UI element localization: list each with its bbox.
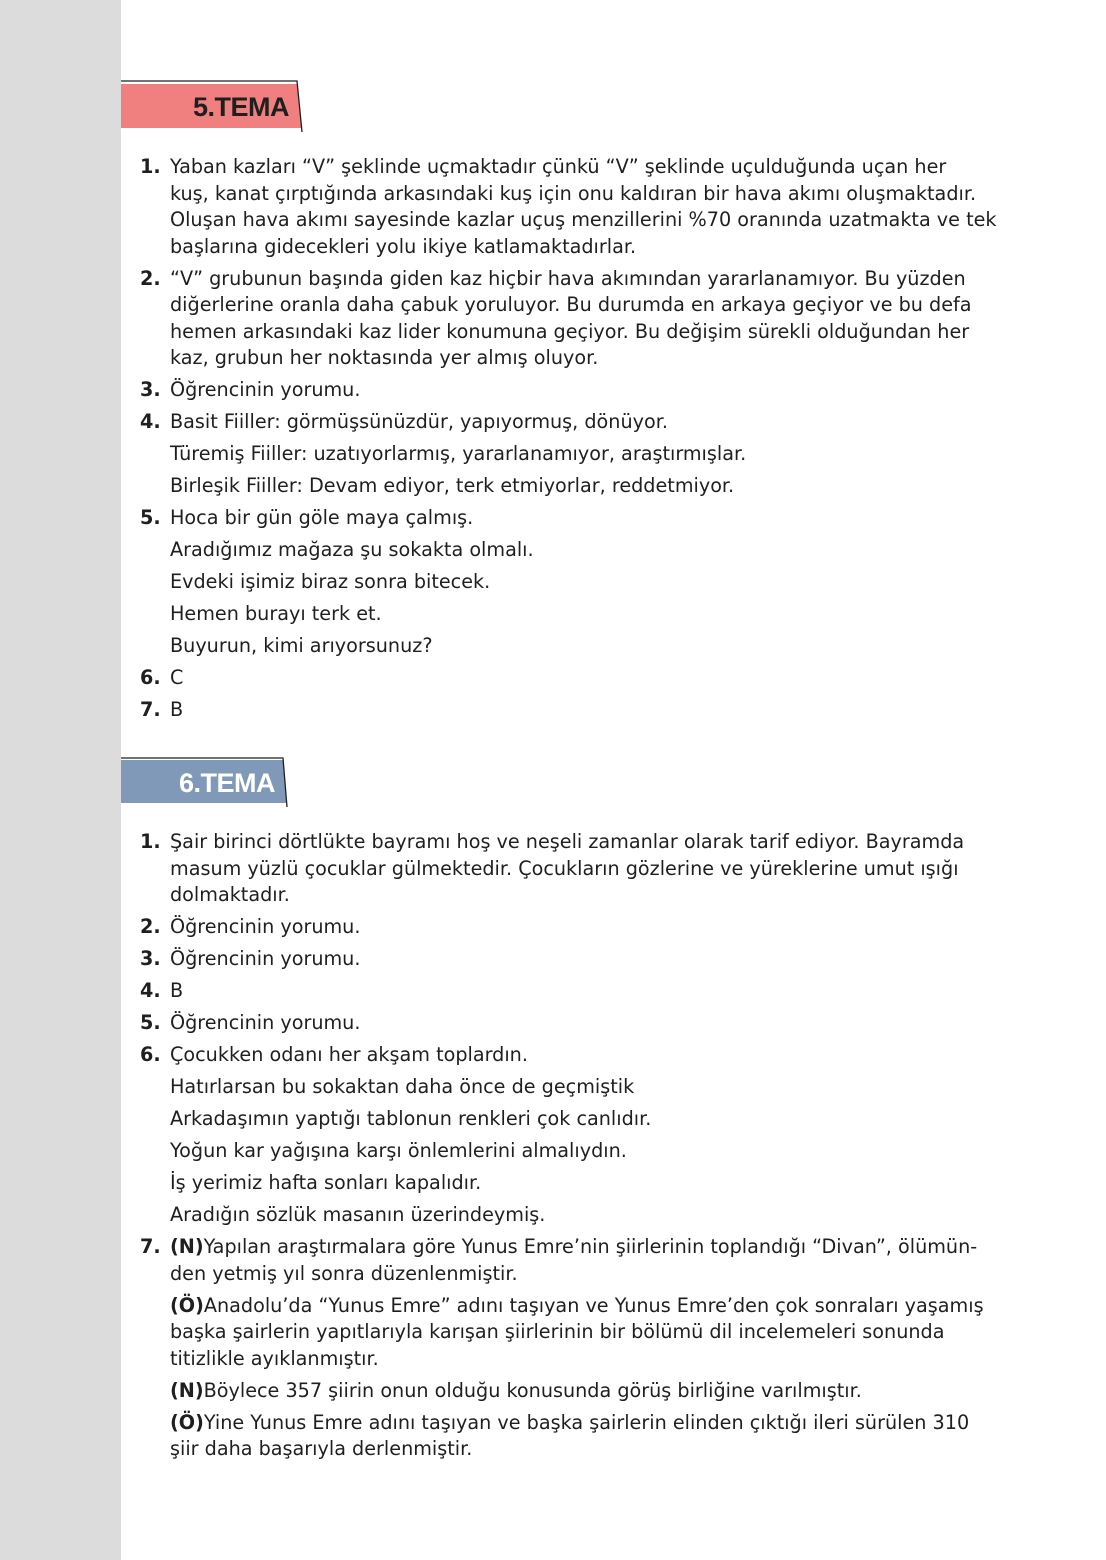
answer-body [170,409,1040,500]
answer-text: Aradığın sözlük masanın üzerindeymiş. [170,1203,546,1226]
answer-text: başlarına gidecekleri yolu ikiye katlamaktadırlar. [170,234,637,258]
answer-text-line [170,829,1040,856]
answer-sub-line [170,441,1040,468]
answer-text: Buyurun, kimi arıyorsunuz? [170,634,433,657]
answer-text-line [170,207,1040,234]
answer-body [170,665,1040,692]
answer-text: şiir daha başarıyla derlenmiştir. [170,1437,473,1460]
answer-text-line [170,181,1040,208]
answer-text: Şair birinci dörtlükte bayramı hoş ve neşeli zamanlar olarak tarif ediyor. Bayramda [170,830,965,853]
answer-text: Öğrencinin yorumu. [170,378,361,401]
answer-text: kuş, kanat çırptığında arkasındaki kuş için onu kaldıran bir hava akımı oluşmaktadır. [170,181,977,205]
answer-item [140,946,1040,973]
answer-body [170,978,1040,1005]
answer-item [140,1010,1040,1037]
answer-text: başka şairlerin yapıtlarıyla karışan şiirlerinin bir bölümü dil incelemeleri sonunda [170,1320,945,1343]
answer-item [140,829,1040,909]
answer-text-line [170,1261,1040,1288]
answer-text-line [170,569,1040,596]
answer-item [140,505,1040,660]
answer-text: den yetmiş yıl sonra düzenlenmiştir. [170,1261,518,1285]
answer-tag: (N) [170,1235,204,1258]
answer-body [170,154,1040,260]
answer-text-line [170,1378,1040,1405]
answer-item [140,1234,1040,1463]
tema6-answer-list [140,829,1040,1468]
answer-item [140,978,1040,1005]
answer-number: 5. [140,1011,161,1034]
answer-tag: (N) [170,1378,204,1402]
answer-sub-paragraph [170,1410,1040,1463]
answer-text: Öğrencinin yorumu. [170,947,361,970]
answer-text-line [170,914,1040,941]
answer-text: Yaban kazları “V” şeklinde uçmaktadır çünkü “V” şeklinde uçulduğunda uçan her [170,155,947,178]
answer-sub-line [170,1170,1040,1197]
answer-text: Türemiş Fiiller: uzatıyorlarmış, yararlanamıyor, araştırmışlar. [170,442,747,465]
answer-text: Oluşan hava akımı sayesinde kazlar uçuş menzillerini %70 oranında uzatmakta ve tek [170,208,997,231]
answer-number: 1. [140,830,161,853]
answer-text-line [170,1010,1040,1037]
answer-text: İş yerimiz hafta sonları kapalıdır. [170,1171,482,1194]
tema5-banner [121,80,311,134]
answer-text-line [170,1106,1040,1133]
answer-text-line [170,1319,1040,1346]
answer-number: 4. [140,979,161,1002]
answer-text-line [170,409,1040,436]
answer-text: Birleşik Fiiller: Devam ediyor, terk etmiyorlar, reddetmiyor. [170,474,735,497]
answer-text-line [170,601,1040,628]
answer-number: 2. [140,915,161,938]
answer-text: C [170,666,184,689]
answer-text-line [170,697,1040,724]
answer-text: “V” grubunun başında giden kaz hiçbir hava akımından yararlanamıyor. Bu yüzden [170,266,966,290]
tema6-title: 6.TEMA [179,767,276,798]
answer-item [140,154,1040,260]
answer-body [170,829,1040,909]
answer-text-line [170,345,1040,372]
answer-body [170,1234,1040,1463]
answer-number: 3. [140,378,161,401]
answer-text-line [170,473,1040,500]
answer-body [170,1010,1040,1037]
answer-number: 5. [140,506,161,529]
answer-text: B [170,979,184,1002]
answer-text-line [170,1234,1040,1261]
answer-text: dolmaktadır. [170,883,290,906]
answer-text-line [170,633,1040,660]
answer-text: Hoca bir gün göle maya çalmış. [170,506,474,529]
answer-number: 6. [140,666,161,689]
answer-text: Böylece 357 şiirin onun olduğu konusunda görüş birliğine varılmıştır. [203,1378,862,1402]
answer-text-line [170,1410,1040,1437]
answer-body [170,946,1040,973]
answer-text: Yine Yunus Emre adını taşıyan ve başka şairlerin elinden çıktığı ileri sürülen 310 [203,1410,970,1434]
answer-item [140,1042,1040,1229]
answer-text-line [170,266,1040,293]
answer-number: 6. [140,1043,161,1066]
answer-number: 7. [140,698,161,721]
answer-text-line [170,1042,1040,1069]
answer-number: 3. [140,947,161,970]
answer-number: 1. [140,155,161,178]
answer-item [140,377,1040,404]
answer-text-line [170,978,1040,1005]
answer-text-line [170,292,1040,319]
answer-text: hemen arkasındaki kaz lider konumuna geçiyor. Bu değişim sürekli olduğundan her [170,319,970,343]
answer-body [170,266,1040,372]
answer-text: Aradığımız mağaza şu sokakta olmalı. [170,538,534,561]
answer-tag: (Ö) [170,1410,204,1434]
answer-text-line [170,882,1040,909]
answer-sub-paragraph [170,1378,1040,1405]
answer-text-line [170,1346,1040,1373]
answer-text-line [170,665,1040,692]
answer-text: B [170,698,184,721]
answer-text: kaz, grubun her noktasında yer almış oluyor. [170,346,599,369]
answer-text-line [170,505,1040,532]
answer-sub-line [170,1138,1040,1165]
answer-sub-paragraph [170,1293,1040,1373]
answer-item [140,665,1040,692]
answer-body [170,1042,1040,1229]
answer-sub-line [170,633,1040,660]
answer-sub-line [170,473,1040,500]
answer-text: Basit Fiiller: görmüşsünüzdür, yapıyormuş, dönüyor. [170,410,668,433]
answer-text: Hemen burayı terk et. [170,602,382,625]
answer-text-line [170,319,1040,346]
answer-sub-line [170,1106,1040,1133]
answer-text-line [170,377,1040,404]
answer-text-line [170,1293,1040,1320]
answer-text-line [170,1074,1040,1101]
answer-text-line [170,1138,1040,1165]
answer-tag: (Ö) [170,1293,204,1317]
answer-text-line [170,537,1040,564]
answer-text: Arkadaşımın yaptığı tablonun renkleri çok canlıdır. [170,1107,652,1130]
answer-item [140,697,1040,724]
answer-text-line [170,856,1040,883]
answer-text: Yapılan araştırmalara göre Yunus Emre’nin şiirlerinin toplandığı “Divan”, ölümün- [203,1235,978,1258]
answer-sub-line [170,1202,1040,1229]
answer-number: 7. [140,1235,161,1258]
answer-text-line [170,1436,1040,1463]
answer-text-line [170,441,1040,468]
answer-body [170,697,1040,724]
answer-text: titizlikle ayıklanmıştır. [170,1346,379,1370]
page-side-strip [0,0,121,1560]
answer-body [170,914,1040,941]
answer-text: Anadolu’da “Yunus Emre” adını taşıyan ve Yunus Emre’den çok sonraları yaşamış [203,1293,984,1317]
answer-item [140,409,1040,500]
answer-sub-line [170,569,1040,596]
tema5-title: 5.TEMA [193,91,290,122]
answer-number: 2. [140,266,161,290]
answer-text: masum yüzlü çocuklar gülmektedir. Çocukların gözlerine ve yüreklerine umut ışığı [170,856,959,880]
answer-text: Öğrencinin yorumu. [170,1011,361,1034]
answer-text-line [170,1170,1040,1197]
answer-sub-line [170,601,1040,628]
answer-text: Evdeki işimiz biraz sonra bitecek. [170,570,491,593]
answer-text-line [170,234,1040,261]
answer-item [140,914,1040,941]
answer-body [170,505,1040,660]
tema5-answer-list [140,154,1040,729]
tema6-banner [121,757,296,809]
answer-body [170,377,1040,404]
answer-item [140,266,1040,372]
answer-text: Çocukken odanı her akşam toplardın. [170,1043,528,1066]
answer-sub-line [170,537,1040,564]
answer-number: 4. [140,410,161,433]
answer-text-line [170,154,1040,181]
answer-text: Hatırlarsan bu sokaktan daha önce de geçmiştik [170,1075,635,1098]
answer-text: diğerlerine oranla daha çabuk yoruluyor. Bu durumda en arkaya geçiyor ve bu defa [170,293,972,316]
answer-text-line [170,946,1040,973]
answer-sub-line [170,1074,1040,1101]
answer-text: Yoğun kar yağışına karşı önlemlerini almalıydın. [170,1139,627,1162]
answer-text: Öğrencinin yorumu. [170,915,361,938]
answer-text-line [170,1202,1040,1229]
